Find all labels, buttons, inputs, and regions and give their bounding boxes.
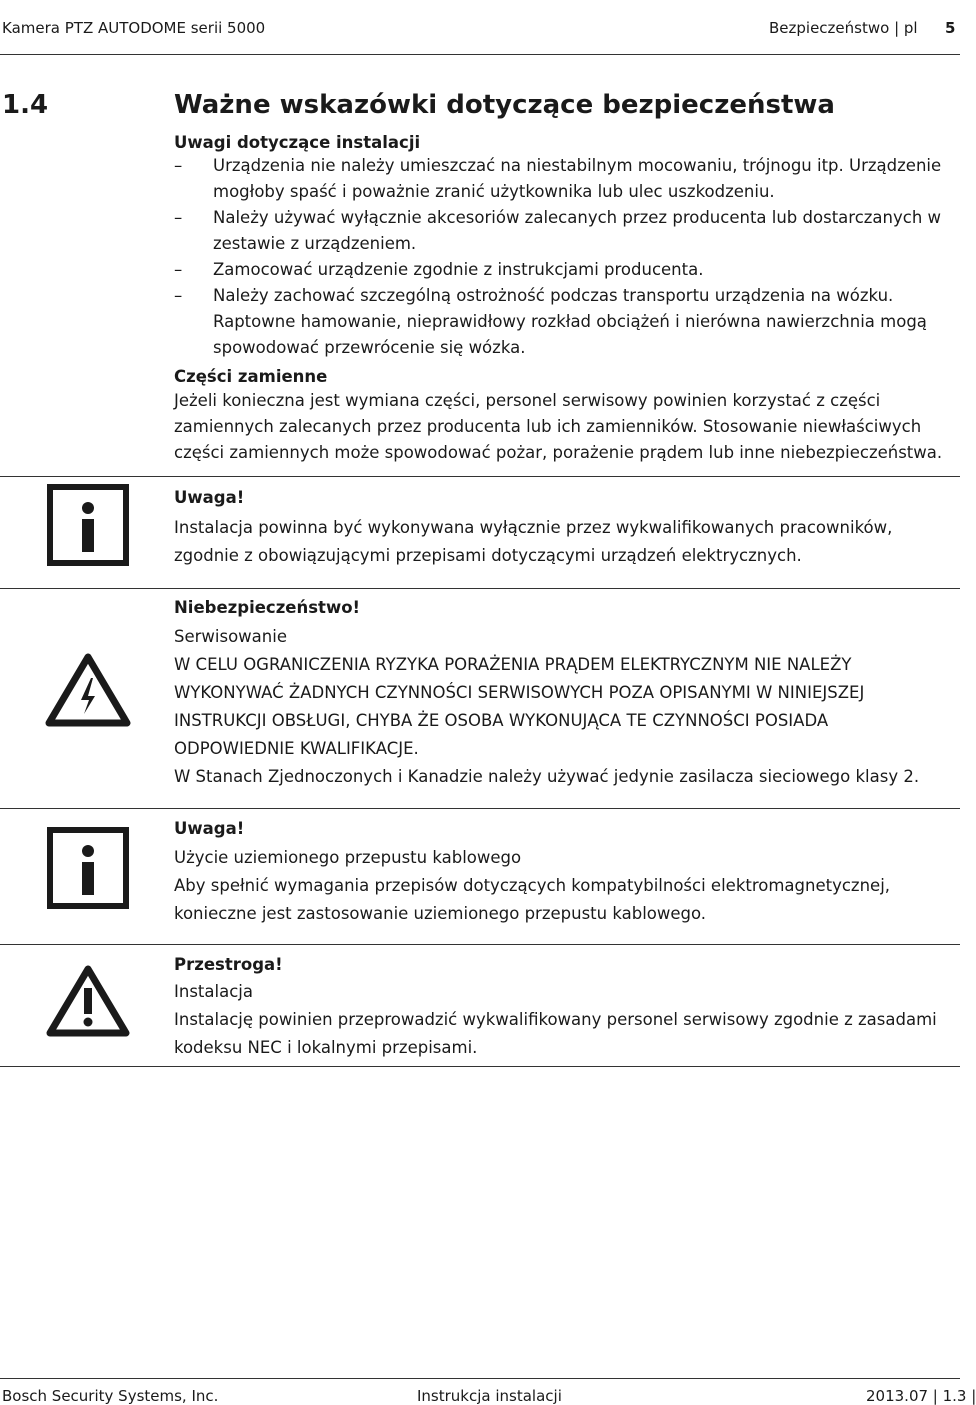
footer-divider — [0, 1378, 960, 1379]
danger-line: W Stanach Zjednoczonych i Kanadzie należy używać jedynie zasilacza sieciowego klasy 2. — [174, 767, 920, 786]
header-divider — [0, 54, 960, 55]
notice-subtitle: Użycie uziemionego przepustu kablowego — [174, 848, 522, 867]
list-item-line: Zamocować urządzenie zgodnie z instrukcjami producenta. — [213, 260, 704, 279]
caution-title: Przestroga! — [174, 955, 283, 974]
list-item-line: Należy zachować szczególną ostrożność podczas transportu urządzenia na wózku. — [213, 286, 894, 305]
list-dash: – — [174, 156, 183, 175]
footer-version: 2013.07 | 1.3 | — [866, 1387, 976, 1405]
divider — [0, 476, 960, 477]
notice-title: Uwaga! — [174, 488, 245, 507]
list-item-line: mogłoby spaść i poważnie zranić użytkownika lub ulec uszkodzeniu. — [213, 182, 775, 201]
danger-title: Niebezpieczeństwo! — [174, 598, 361, 617]
notice-title: Uwaga! — [174, 819, 245, 838]
caution-subtitle: Instalacja — [174, 982, 253, 1001]
notice-line: Aby spełnić wymagania przepisów dotyczących kompatybilności elektromagnetycznej, — [174, 876, 891, 895]
caution-line: kodeksu NEC i lokalnymi przepisami. — [174, 1038, 478, 1057]
spare-parts-heading: Części zamienne — [174, 367, 328, 386]
caution-line: Instalację powinien przeprowadzić wykwalifikowany personel serwisowy zgodnie z zasadami — [174, 1010, 937, 1029]
info-icon — [47, 827, 129, 913]
paragraph-line: Jeżeli konieczna jest wymiana części, personel serwisowy powinien korzystać z części — [174, 391, 881, 410]
danger-subtitle: Serwisowanie — [174, 627, 287, 646]
divider — [0, 944, 960, 945]
section-number: 1.4 — [2, 90, 49, 120]
danger-line: INSTRUKCJI OBSŁUGI, CHYBA ŻE OSOBA WYKONUJĄCA TE CZYNNOŚCI POSIADA — [174, 711, 829, 730]
list-item-line: zestawie z urządzeniem. — [213, 234, 417, 253]
paragraph-line: zamiennych zalecanych przez producenta lub ich zamienników. Stosowanie niewłaściwych — [174, 417, 922, 436]
list-item-line: spowodować przewrócenie się wózka. — [213, 338, 526, 357]
list-dash: – — [174, 260, 183, 279]
list-item-line: Raptowne hamowanie, nieprawidłowy rozkład obciążeń i nierówna nawierzchnia mogą — [213, 312, 927, 331]
danger-line: WYKONYWAĆ ŻADNYCH CZYNNOŚCI SERWISOWYCH POZA OPISANYMI W NINIEJSZEJ — [174, 683, 865, 702]
notice-line: Instalacja powinna być wykonywana wyłącznie przez wykwalifikowanych pracowników, — [174, 518, 893, 537]
list-dash: – — [174, 286, 183, 305]
list-item-line: Urządzenia nie należy umieszczać na niestabilnym mocowaniu, trójnogu itp. Urządzenie — [213, 156, 942, 175]
divider — [0, 808, 960, 809]
footer-company: Bosch Security Systems, Inc. — [2, 1387, 219, 1405]
notice-line: konieczne jest zastosowanie uziemionego przepustu kablowego. — [174, 904, 707, 923]
list-item-line: Należy używać wyłącznie akcesoriów zalecanych przez producenta lub dostarczanych w — [213, 208, 942, 227]
info-icon — [47, 484, 129, 570]
spare-parts-text — [174, 388, 944, 466]
paragraph-line: części zamiennych może spowodować pożar, porażenie prądem lub inne niebezpieczeństwa. — [174, 443, 943, 462]
header-doc-title: Kamera PTZ AUTODOME serii 5000 — [2, 19, 266, 37]
divider — [0, 1066, 960, 1067]
divider — [0, 588, 960, 589]
footer-doc-type: Instrukcja instalacji — [417, 1387, 562, 1405]
section-title: Ważne wskazówki dotyczące bezpieczeństwa — [174, 90, 835, 120]
electric-hazard-icon — [44, 652, 132, 732]
header-page-number: 5 — [945, 19, 956, 37]
list-dash: – — [174, 208, 183, 227]
header-section: Bezpieczeństwo | pl — [769, 19, 918, 37]
notice-line: zgodnie z obowiązującymi przepisami dotyczącymi urządzeń elektrycznych. — [174, 546, 802, 565]
danger-line: W CELU OGRANICZENIA RYZYKA PORAŻENIA PRĄDEM ELEKTRYCZNYM NIE NALEŻY — [174, 655, 852, 674]
danger-line: ODPOWIEDNIE KWALIFIKACJE. — [174, 739, 419, 758]
install-notes-heading: Uwagi dotyczące instalacji — [174, 133, 421, 152]
warning-icon — [45, 964, 131, 1042]
